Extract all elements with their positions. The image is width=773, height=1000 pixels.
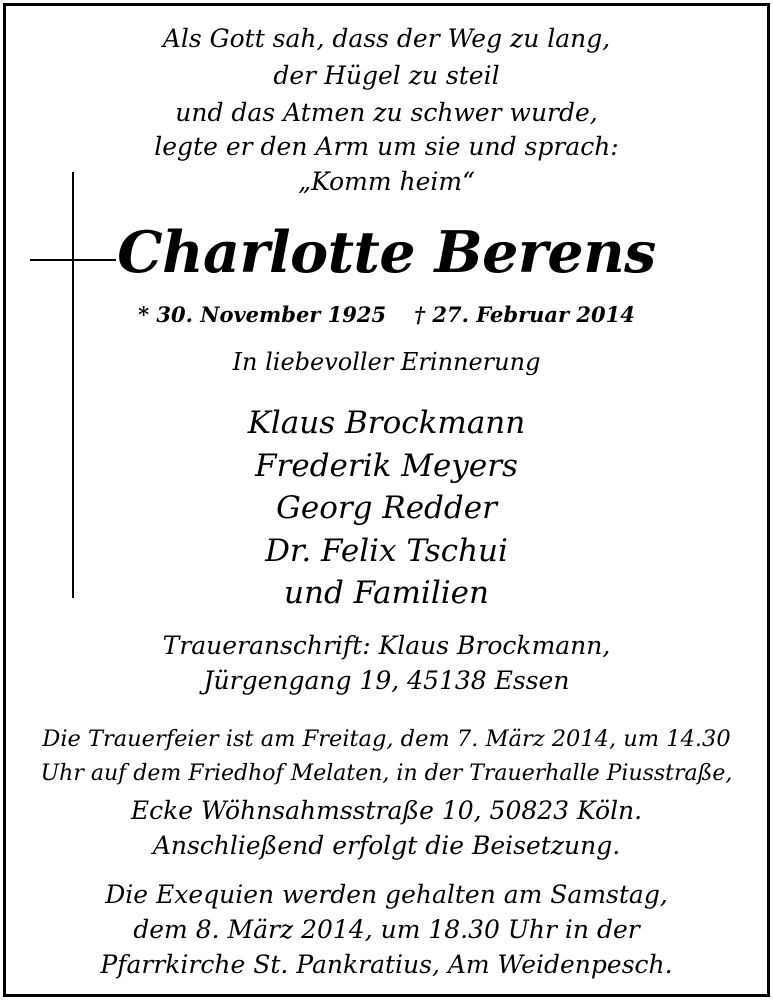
memorial-intro: In liebevoller Erinnerung: [232, 348, 541, 376]
verse-line-5: „Komm heim“: [298, 167, 475, 196]
exequies-line-1: Die Exequien werden gehalten am Samstag,: [105, 880, 668, 909]
birth-date: * 30. November 1925: [138, 302, 387, 327]
mourner-3: Georg Redder: [276, 490, 497, 526]
verse-line-3: und das Atmen zu schwer wurde,: [175, 98, 598, 127]
mourner-4: Dr. Felix Tschui: [265, 533, 508, 569]
exequies-line-3: Pfarrkirche St. Pankratius, Am Weidenpesch.: [100, 950, 673, 979]
verse-line-4: legte er den Arm um sie und sprach:: [154, 132, 619, 161]
death-date: † 27. Februar 2014: [414, 302, 635, 327]
verse-line-1: Als Gott sah, dass der Weg zu lang,: [162, 24, 611, 53]
mourner-2: Frederik Meyers: [255, 448, 518, 484]
funeral-line-2: Uhr auf dem Friedhof Melaten, in der Trauerhalle Piusstraße,: [40, 761, 733, 786]
exequies-line-2: dem 8. März 2014, um 18.30 Uhr in der: [133, 915, 640, 944]
life-dates: [0, 304, 773, 325]
address-line-2: Jürgengang 19, 45138 Essen: [203, 666, 570, 695]
deceased-name: Charlotte Berens: [117, 219, 656, 286]
funeral-line-3: Ecke Wöhnsahmsstraße 10, 50823 Köln.: [130, 796, 643, 825]
mourner-1: Klaus Brockmann: [247, 405, 526, 441]
verse-line-2: der Hügel zu steil: [273, 61, 500, 90]
mourner-5: und Familien: [284, 575, 489, 611]
address-line-1: Traueranschrift: Klaus Brockmann,: [162, 631, 611, 660]
funeral-line-1: Die Trauerfeier ist am Freitag, dem 7. März 2014, um 14.30: [42, 726, 731, 752]
funeral-line-4: Anschließend erfolgt die Beisetzung.: [152, 831, 621, 860]
